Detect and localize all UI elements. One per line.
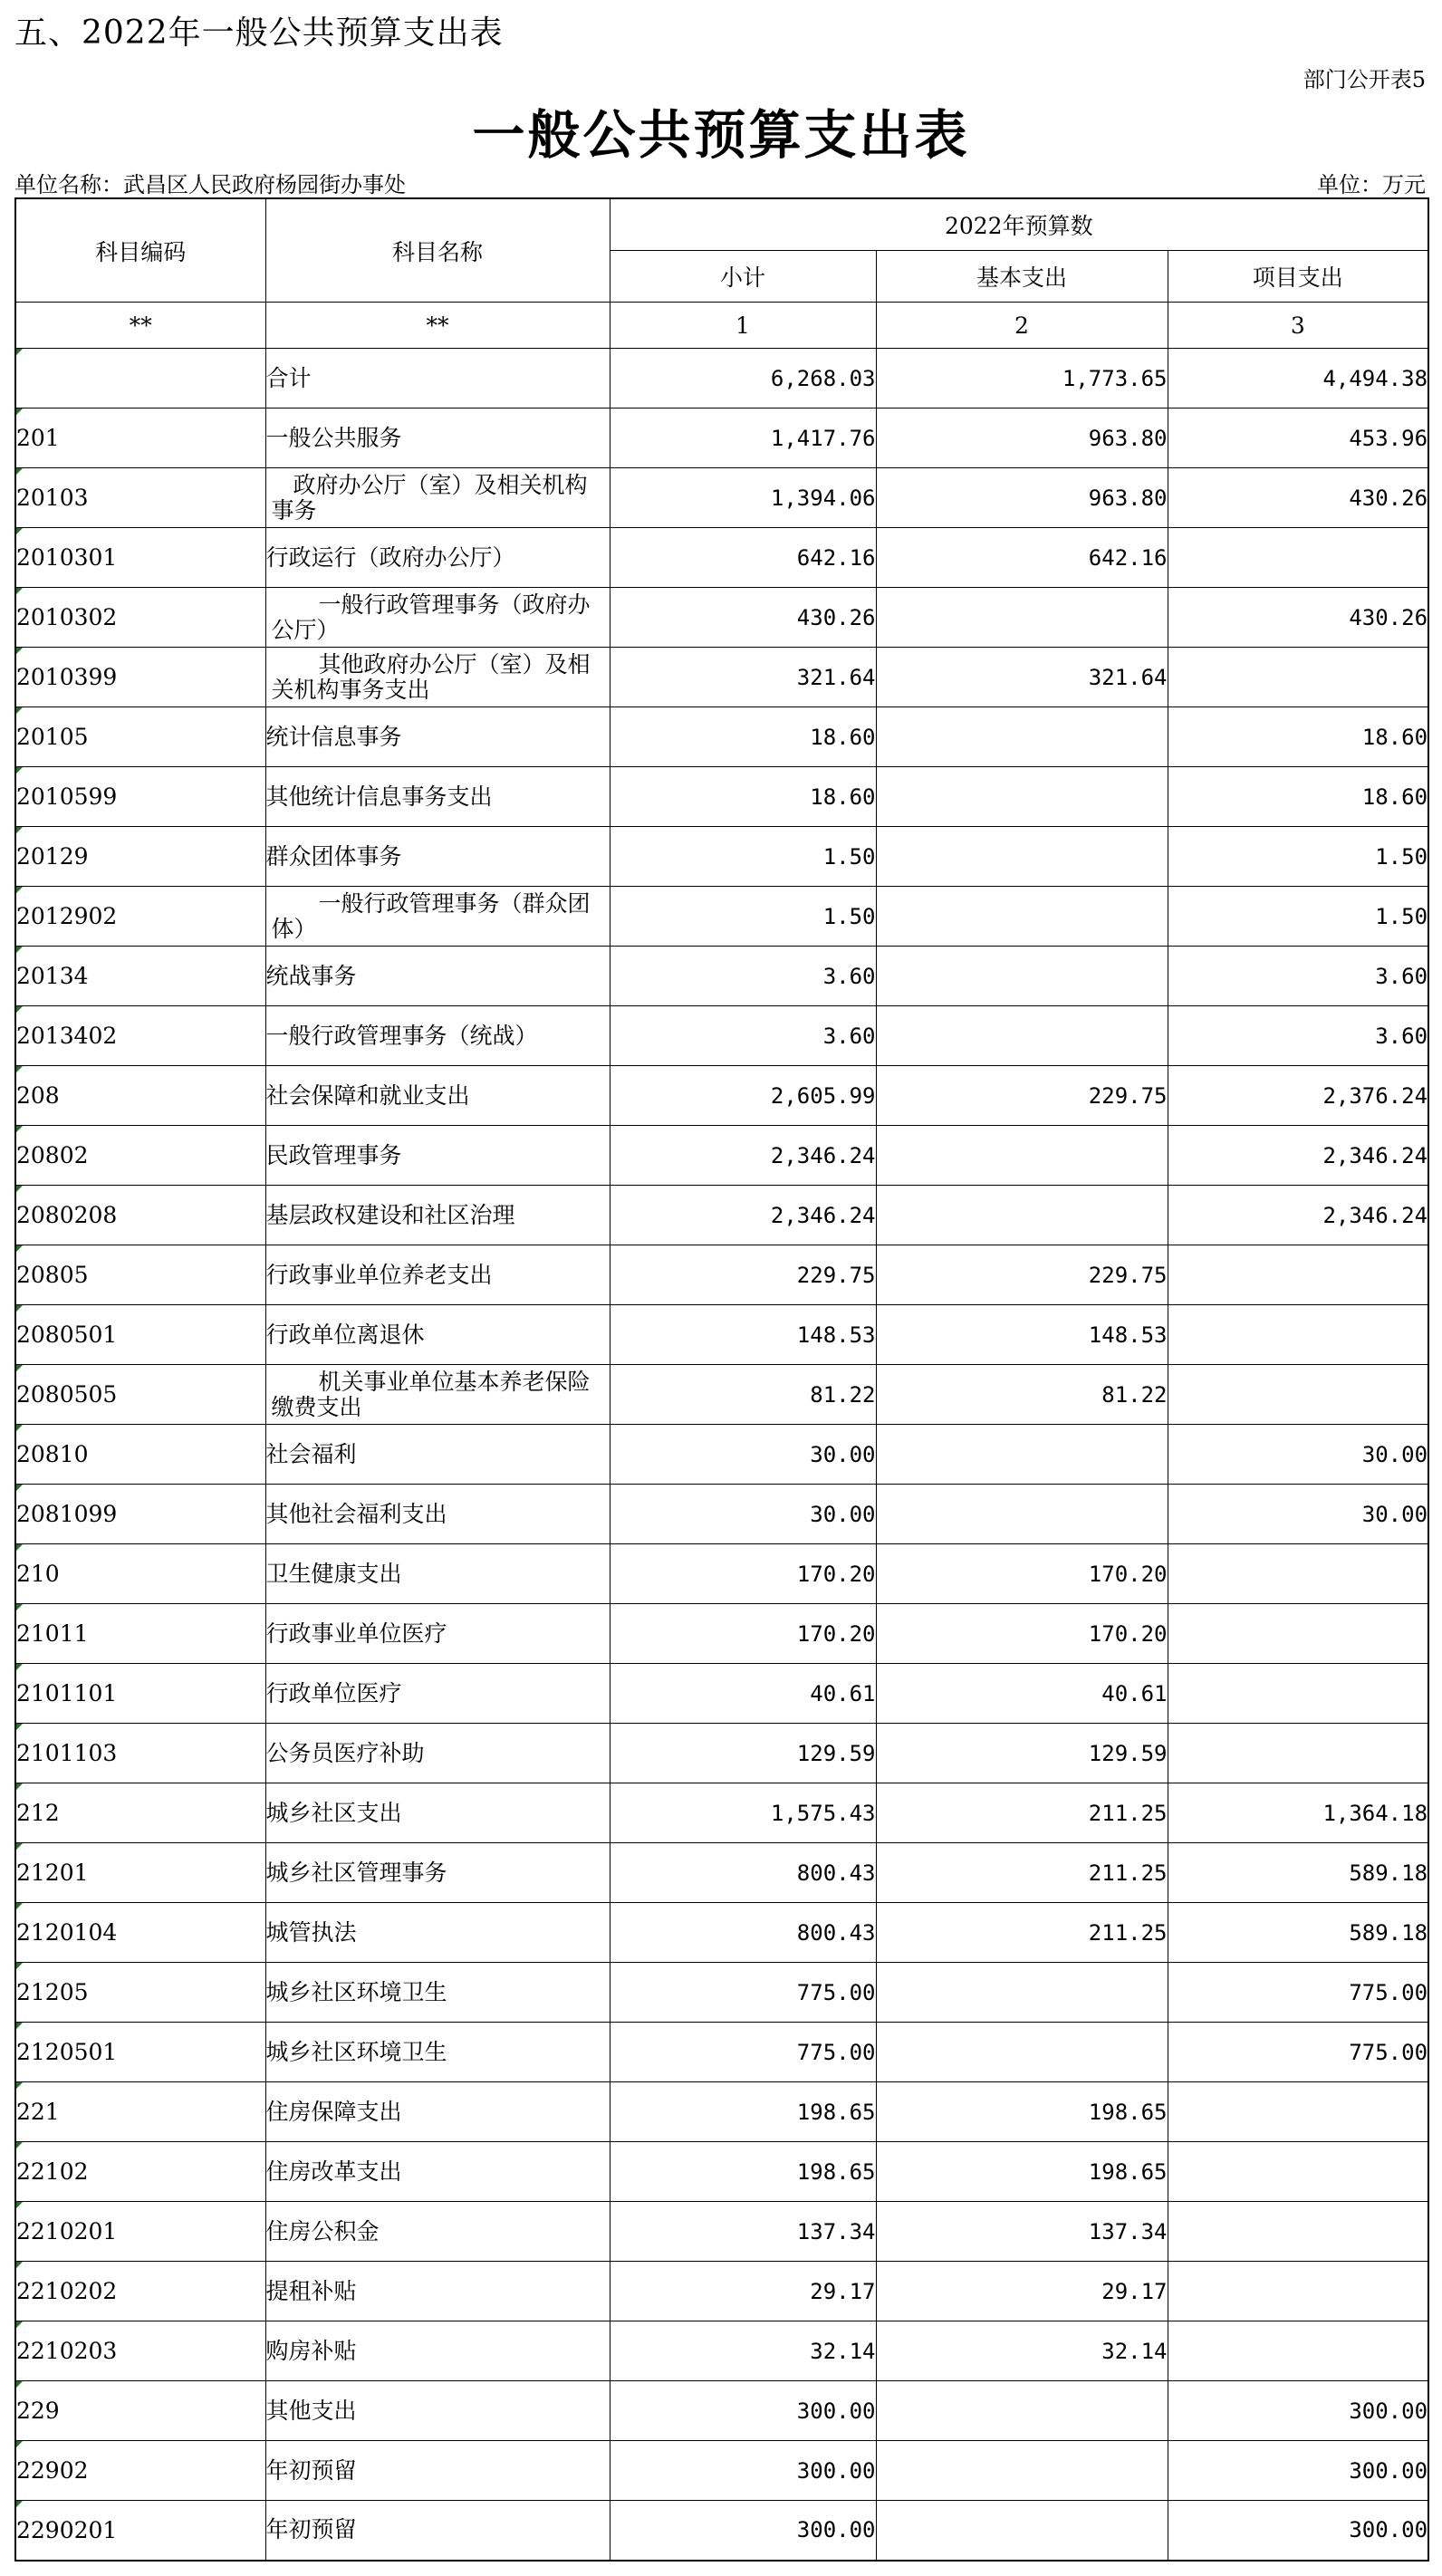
project-expense-value: 300.00: [1168, 2441, 1428, 2501]
subject-name: 一般行政管理事务（统战）: [265, 1006, 610, 1066]
subject-name: 公务员医疗补助: [265, 1724, 610, 1783]
basic-expense-value: 963.80: [876, 409, 1168, 468]
index-name: **: [265, 303, 610, 349]
subject-code-text: 2210203: [16, 2338, 118, 2364]
project-expense-value: 30.00: [1168, 1485, 1428, 1544]
table-row: [15, 1126, 1428, 1186]
subject-code: [15, 2202, 265, 2262]
project-expense-value: [1168, 2142, 1428, 2202]
subtotal-value: 1.50: [610, 827, 876, 887]
subject-code-text: 2010599: [16, 783, 118, 810]
table-row: [15, 1783, 1428, 1843]
subject-code-text: 2120104: [16, 1919, 118, 1946]
project-expense-value: [1168, 1544, 1428, 1604]
basic-expense-value: [876, 2441, 1168, 2501]
subtotal-value: 6,268.03: [610, 349, 876, 409]
table-row: [15, 1066, 1428, 1126]
table-row: [15, 1006, 1428, 1066]
subtotal-value: 40.61: [610, 1664, 876, 1724]
subject-name: 城乡社区环境卫生: [265, 2023, 610, 2082]
subtotal-value: 300.00: [610, 2441, 876, 2501]
basic-expense-value: 321.64: [876, 648, 1168, 707]
table-row: [15, 1544, 1428, 1604]
project-expense-value: 300.00: [1168, 2501, 1428, 2561]
subject-name: 机关事业单位基本养老保险缴费支出: [265, 1365, 610, 1425]
index-col-3: 3: [1168, 303, 1428, 349]
table-row: [15, 1186, 1428, 1245]
header-project: 项目支出: [1168, 251, 1428, 303]
basic-expense-value: [876, 1963, 1168, 2023]
subject-name: 一般公共服务: [265, 409, 610, 468]
table-row: [15, 1305, 1428, 1365]
header-name: 科目名称: [265, 198, 610, 303]
page-title: 一般公共预算支出表: [472, 104, 970, 166]
subject-code-text: 20103: [16, 485, 89, 511]
table-row: [15, 2082, 1428, 2142]
subtotal-value: 18.60: [610, 767, 876, 827]
project-expense-value: 1,364.18: [1168, 1783, 1428, 1843]
table-row: [15, 827, 1428, 887]
subject-name: 城乡社区环境卫生: [265, 1963, 610, 2023]
subject-code-text: 22902: [16, 2457, 89, 2484]
subject-name: 行政单位离退休: [265, 1305, 610, 1365]
subtotal-value: 198.65: [610, 2142, 876, 2202]
subject-name: 其他支出: [265, 2381, 610, 2441]
subject-name: 年初预留: [265, 2441, 610, 2501]
project-expense-value: [1168, 2262, 1428, 2321]
subtotal-value: 30.00: [610, 1485, 876, 1544]
table-row: [15, 947, 1428, 1006]
subject-code-text: 2080501: [16, 1322, 118, 1348]
subject-code: [15, 588, 265, 648]
project-expense-value: 300.00: [1168, 2381, 1428, 2441]
basic-expense-value: 148.53: [876, 1305, 1168, 1365]
basic-expense-value: 170.20: [876, 1604, 1168, 1664]
subtotal-value: 229.75: [610, 1245, 876, 1305]
subject-code: [15, 2142, 265, 2202]
subject-code-text: 21011: [16, 1620, 89, 1647]
table-row: [15, 1604, 1428, 1664]
subject-name: 基层政权建设和社区治理: [265, 1186, 610, 1245]
subject-code: [15, 1783, 265, 1843]
subject-code-text: 208: [16, 1082, 60, 1109]
subject-code-text: 20134: [16, 963, 89, 989]
subject-code: [15, 349, 265, 409]
table-row: [15, 409, 1428, 468]
table-row: [15, 1245, 1428, 1305]
unit-name: 单位名称：武昌区人民政府杨园街办事处: [14, 172, 406, 197]
subject-code: [15, 2082, 265, 2142]
table-row: [15, 1843, 1428, 1903]
table-row: [15, 2142, 1428, 2202]
subject-code: [15, 2501, 265, 2561]
table-row: [15, 887, 1428, 947]
table-row: [15, 2202, 1428, 2262]
subtotal-value: 800.43: [610, 1843, 876, 1903]
subtotal-value: 129.59: [610, 1724, 876, 1783]
subject-code-text: 2120501: [16, 2039, 118, 2065]
basic-expense-value: 81.22: [876, 1365, 1168, 1425]
subject-code-text: 2101103: [16, 1740, 118, 1766]
subject-code-text: 20805: [16, 1262, 89, 1288]
table-row: [15, 528, 1428, 588]
subtotal-value: 148.53: [610, 1305, 876, 1365]
subject-code: [15, 947, 265, 1006]
subject-name: 行政单位医疗: [265, 1664, 610, 1724]
subject-code: [15, 1903, 265, 1963]
subject-code-text: 2080208: [16, 1202, 118, 1228]
subject-name: 住房保障支出: [265, 2082, 610, 2142]
subject-code: [15, 1365, 265, 1425]
table-row: [15, 2441, 1428, 2501]
subject-name: 政府办公厅（室）及相关机构事务: [265, 468, 610, 528]
subtotal-value: 170.20: [610, 1544, 876, 1604]
table-row: [15, 468, 1428, 528]
table-row: [15, 2501, 1428, 2561]
subtotal-value: 137.34: [610, 2202, 876, 2262]
subtotal-value: 32.14: [610, 2321, 876, 2381]
section-title: 五、2022年一般公共预算支出表: [14, 14, 504, 52]
basic-expense-value: 642.16: [876, 528, 1168, 588]
project-expense-value: 18.60: [1168, 767, 1428, 827]
subject-code: [15, 1963, 265, 2023]
basic-expense-value: [876, 588, 1168, 648]
basic-expense-value: 963.80: [876, 468, 1168, 528]
subject-code-text: 2010399: [16, 664, 118, 690]
subject-code: [15, 1843, 265, 1903]
project-expense-value: 589.18: [1168, 1843, 1428, 1903]
subject-code: [15, 767, 265, 827]
subtotal-value: 1,417.76: [610, 409, 876, 468]
table-row: [15, 349, 1428, 409]
project-expense-value: [1168, 1305, 1428, 1365]
project-expense-value: [1168, 2082, 1428, 2142]
table-row: [15, 1963, 1428, 2023]
project-expense-value: 2,346.24: [1168, 1126, 1428, 1186]
index-col-1: 1: [610, 303, 876, 349]
basic-expense-value: 40.61: [876, 1664, 1168, 1724]
project-expense-value: 589.18: [1168, 1903, 1428, 1963]
subject-name: 行政事业单位医疗: [265, 1604, 610, 1664]
subject-code: [15, 2321, 265, 2381]
subject-code: [15, 2381, 265, 2441]
table-row: [15, 2321, 1428, 2381]
table-row: [15, 588, 1428, 648]
subject-name: 其他政府办公厅（室）及相关机构事务支出: [265, 648, 610, 707]
subject-code-text: 21205: [16, 1979, 89, 2005]
basic-expense-value: [876, 767, 1168, 827]
subject-code: [15, 887, 265, 947]
subject-code-text: 2080505: [16, 1381, 118, 1408]
subject-code: [15, 1186, 265, 1245]
subject-name: 群众团体事务: [265, 827, 610, 887]
subtotal-value: 775.00: [610, 1963, 876, 2023]
subject-code-text: 221: [16, 2099, 60, 2125]
subtotal-value: 775.00: [610, 2023, 876, 2082]
subject-name: 社会福利: [265, 1425, 610, 1485]
project-expense-value: 430.26: [1168, 588, 1428, 648]
table-row: [15, 1664, 1428, 1724]
subject-code-text: 2013402: [16, 1023, 118, 1049]
subtotal-value: 2,346.24: [610, 1126, 876, 1186]
project-expense-value: [1168, 1664, 1428, 1724]
currency-unit: 单位：万元: [1317, 172, 1426, 197]
subtotal-value: 198.65: [610, 2082, 876, 2142]
subject-code-text: 20129: [16, 843, 89, 870]
subject-name: 城管执法: [265, 1903, 610, 1963]
table-row: [15, 1485, 1428, 1544]
subject-code-text: 21201: [16, 1860, 89, 1886]
form-id: 部门公开表5: [1303, 67, 1426, 92]
subject-code: [15, 1305, 265, 1365]
subtotal-value: 300.00: [610, 2381, 876, 2441]
table-body: [15, 349, 1428, 2561]
subject-code: [15, 2023, 265, 2082]
subject-code: [15, 827, 265, 887]
subject-code-text: 20105: [16, 724, 89, 750]
project-expense-value: 30.00: [1168, 1425, 1428, 1485]
basic-expense-value: 137.34: [876, 2202, 1168, 2262]
project-expense-value: [1168, 528, 1428, 588]
basic-expense-value: 211.25: [876, 1903, 1168, 1963]
subject-code: [15, 1126, 265, 1186]
project-expense-value: [1168, 1365, 1428, 1425]
subject-name: 住房改革支出: [265, 2142, 610, 2202]
basic-expense-value: 170.20: [876, 1544, 1168, 1604]
basic-expense-value: 1,773.65: [876, 349, 1168, 409]
table-row: [15, 2262, 1428, 2321]
project-expense-value: [1168, 648, 1428, 707]
subject-code-text: 2210201: [16, 2218, 118, 2244]
subject-code-text: 212: [16, 1800, 60, 1826]
basic-expense-value: 229.75: [876, 1066, 1168, 1126]
table-row: [15, 1365, 1428, 1425]
basic-expense-value: [876, 2023, 1168, 2082]
subject-name: 其他统计信息事务支出: [265, 767, 610, 827]
subject-code: [15, 1544, 265, 1604]
subject-name: 卫生健康支出: [265, 1544, 610, 1604]
subject-name: 住房公积金: [265, 2202, 610, 2262]
subject-code-text: 229: [16, 2398, 60, 2424]
subject-name: 行政运行（政府办公厅）: [265, 528, 610, 588]
project-expense-value: 453.96: [1168, 409, 1428, 468]
subject-code-text: 2012902: [16, 903, 118, 929]
basic-expense-value: [876, 947, 1168, 1006]
project-expense-value: 430.26: [1168, 468, 1428, 528]
basic-expense-value: 198.65: [876, 2082, 1168, 2142]
basic-expense-value: 211.25: [876, 1783, 1168, 1843]
project-expense-value: 3.60: [1168, 947, 1428, 1006]
table-row: [15, 1724, 1428, 1783]
basic-expense-value: 198.65: [876, 2142, 1168, 2202]
basic-expense-value: [876, 1425, 1168, 1485]
subject-code: [15, 1425, 265, 1485]
project-expense-value: [1168, 2321, 1428, 2381]
basic-expense-value: [876, 1006, 1168, 1066]
subject-code-text: 201: [16, 425, 60, 451]
index-col-2: 2: [876, 303, 1168, 349]
subject-name: 民政管理事务: [265, 1126, 610, 1186]
subtotal-value: 800.43: [610, 1903, 876, 1963]
subtotal-value: 430.26: [610, 588, 876, 648]
subtotal-value: 1,394.06: [610, 468, 876, 528]
basic-expense-value: [876, 707, 1168, 767]
subtotal-value: 29.17: [610, 2262, 876, 2321]
subtotal-value: 2,605.99: [610, 1066, 876, 1126]
project-expense-value: [1168, 1724, 1428, 1783]
subtotal-value: 30.00: [610, 1425, 876, 1485]
subject-name: 一般行政管理事务（群众团体）: [265, 887, 610, 947]
subtotal-value: 1,575.43: [610, 1783, 876, 1843]
subtotal-value: 18.60: [610, 707, 876, 767]
project-expense-value: 2,346.24: [1168, 1186, 1428, 1245]
table-row: [15, 767, 1428, 827]
subject-code-text: 210: [16, 1561, 60, 1587]
subject-code: [15, 468, 265, 528]
project-expense-value: 1.50: [1168, 887, 1428, 947]
table-row: [15, 1425, 1428, 1485]
basic-expense-value: [876, 1126, 1168, 1186]
subtotal-value: 300.00: [610, 2501, 876, 2561]
subject-code: [15, 2262, 265, 2321]
table-row: [15, 2381, 1428, 2441]
basic-expense-value: [876, 827, 1168, 887]
project-expense-value: 4,494.38: [1168, 349, 1428, 409]
project-expense-value: 775.00: [1168, 2023, 1428, 2082]
basic-expense-value: [876, 1186, 1168, 1245]
subject-name: 统计信息事务: [265, 707, 610, 767]
header-budget-group: 2022年预算数: [610, 198, 1428, 251]
subject-name: 行政事业单位养老支出: [265, 1245, 610, 1305]
header-subtotal: 小计: [610, 251, 876, 303]
subject-code: [15, 1664, 265, 1724]
table-row: [15, 707, 1428, 767]
subject-name: 统战事务: [265, 947, 610, 1006]
subject-code-text: 2081099: [16, 1501, 118, 1527]
subject-name: 城乡社区管理事务: [265, 1843, 610, 1903]
basic-expense-value: [876, 2501, 1168, 2561]
project-expense-value: 1.50: [1168, 827, 1428, 887]
project-expense-value: [1168, 1245, 1428, 1305]
index-code: **: [15, 303, 265, 349]
subject-code: [15, 1604, 265, 1664]
header-basic: 基本支出: [876, 251, 1168, 303]
subject-code: [15, 1245, 265, 1305]
project-expense-value: [1168, 2202, 1428, 2262]
subject-code: [15, 528, 265, 588]
subject-name: 年初预留: [265, 2501, 610, 2561]
basic-expense-value: 129.59: [876, 1724, 1168, 1783]
subject-code: [15, 648, 265, 707]
table-row: [15, 648, 1428, 707]
project-expense-value: [1168, 1604, 1428, 1664]
subject-code: [15, 707, 265, 767]
basic-expense-value: 211.25: [876, 1843, 1168, 1903]
subtotal-value: 170.20: [610, 1604, 876, 1664]
subtotal-value: 642.16: [610, 528, 876, 588]
header-code: 科目编码: [15, 198, 265, 303]
subtotal-value: 1.50: [610, 887, 876, 947]
subject-code-text: 2290201: [16, 2516, 118, 2543]
basic-expense-value: [876, 2381, 1168, 2441]
basic-expense-value: [876, 1485, 1168, 1544]
basic-expense-value: 229.75: [876, 1245, 1168, 1305]
budget-table: [14, 197, 1429, 2562]
subject-name: 提租补贴: [265, 2262, 610, 2321]
subject-code-text: 20810: [16, 1441, 89, 1467]
table-row: [15, 2023, 1428, 2082]
basic-expense-value: 32.14: [876, 2321, 1168, 2381]
subject-code-text: 2010302: [16, 604, 118, 630]
project-expense-value: 2,376.24: [1168, 1066, 1428, 1126]
project-expense-value: 775.00: [1168, 1963, 1428, 2023]
subject-name: 购房补贴: [265, 2321, 610, 2381]
subject-code: [15, 1485, 265, 1544]
subject-name: 城乡社区支出: [265, 1783, 610, 1843]
subject-code: [15, 2441, 265, 2501]
subject-name: 合计: [265, 349, 610, 409]
subtotal-value: 81.22: [610, 1365, 876, 1425]
subject-code: [15, 409, 265, 468]
basic-expense-value: 29.17: [876, 2262, 1168, 2321]
table-row: [15, 1903, 1428, 1963]
subtotal-value: 3.60: [610, 947, 876, 1006]
project-expense-value: 3.60: [1168, 1006, 1428, 1066]
subtotal-value: 2,346.24: [610, 1186, 876, 1245]
subtotal-value: 3.60: [610, 1006, 876, 1066]
subtotal-value: 321.64: [610, 648, 876, 707]
subject-code: [15, 1006, 265, 1066]
subject-name: 其他社会福利支出: [265, 1485, 610, 1544]
project-expense-value: 18.60: [1168, 707, 1428, 767]
subject-code-text: 20802: [16, 1142, 89, 1168]
subject-code-text: 22102: [16, 2158, 89, 2185]
subject-name: 社会保障和就业支出: [265, 1066, 610, 1126]
subject-code-text: 2010301: [16, 544, 118, 571]
basic-expense-value: [876, 887, 1168, 947]
subject-code-text: 2210202: [16, 2278, 118, 2304]
subject-code-text: 2101101: [16, 1680, 118, 1706]
subject-code: [15, 1724, 265, 1783]
subject-code: [15, 1066, 265, 1126]
subject-name: 一般行政管理事务（政府办公厅）: [265, 588, 610, 648]
